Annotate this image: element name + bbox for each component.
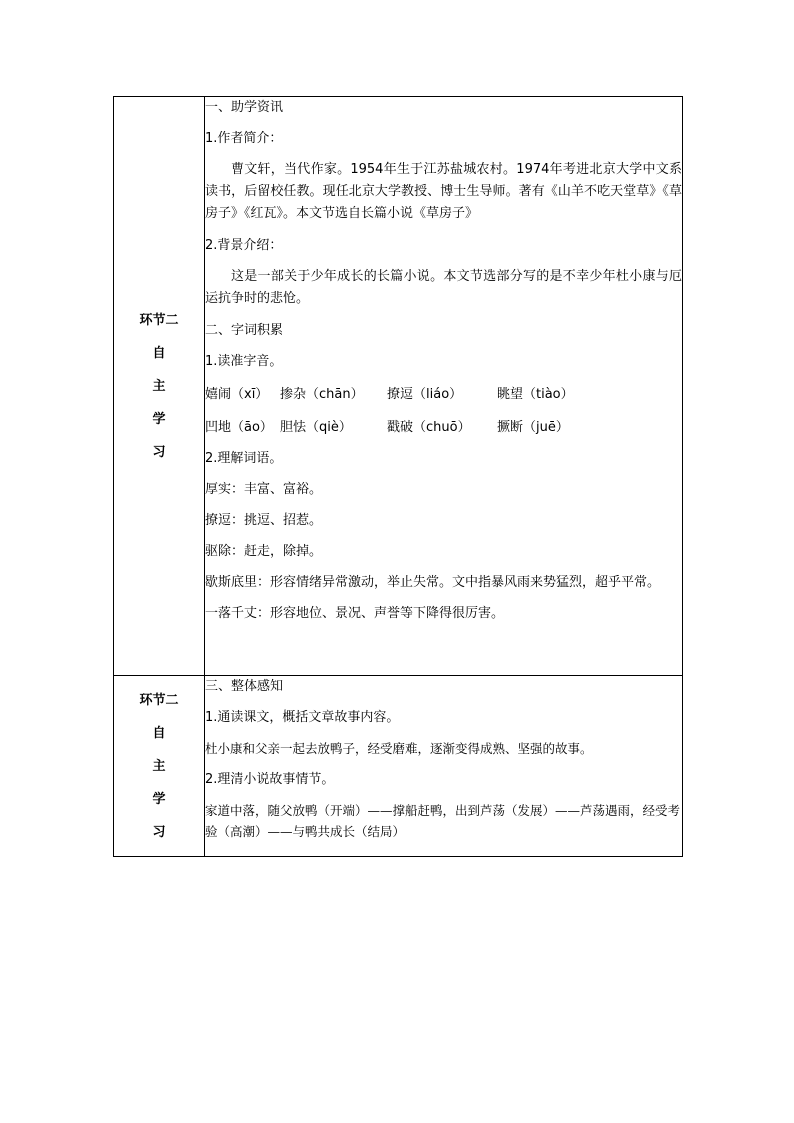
stage-char: 自 <box>152 345 166 361</box>
table-row <box>114 97 683 676</box>
row-content-cell <box>205 676 683 857</box>
stage-char: 学 <box>152 411 166 427</box>
question: 1.通读课文，概括文章故事内容。 <box>205 710 400 725</box>
vocab-item: 歇斯底里：形容情绪异常激动，举止失常。文中指暴风雨来势猛烈，超乎平常。 <box>205 575 661 590</box>
row-label-cell <box>114 676 205 857</box>
pronunciation-row <box>205 384 682 405</box>
stage-char: 习 <box>152 824 166 840</box>
stage-title: 环节二 <box>139 312 179 328</box>
stage-char: 学 <box>152 791 166 807</box>
pronunciation-item: 撅断（juē） <box>497 420 569 435</box>
stage-char: 自 <box>152 725 166 741</box>
author-title: 1.作者简介： <box>205 131 283 146</box>
background-text: 这是一部关于少年成长的长篇小说。本文节选部分写的是不幸少年杜小康与厄运抗争时的悲怆。 <box>205 269 682 306</box>
pronunciation-item: 撩逗（liáo） <box>387 387 463 402</box>
question: 2.理清小说故事情节。 <box>205 772 335 787</box>
vocab-item: 厚实：丰富、富裕。 <box>205 482 323 497</box>
answer: 家道中落，随父放鸭（开端）——撑船赶鸭，出到芦荡（发展）——芦荡遇雨，经受考验（高潮）——与鸭共成长（结局） <box>205 803 681 839</box>
pronunciation-item: 胆怯（qiè） <box>280 420 352 435</box>
row-content-cell <box>205 97 683 676</box>
pronunciation-row <box>205 417 682 438</box>
vocab-title: 2.理解词语。 <box>205 451 283 466</box>
pronunciation-title: 1.读准字音。 <box>205 354 283 369</box>
pronunciation-item: 凹地（āo） <box>205 420 273 435</box>
stage-char: 习 <box>152 444 166 460</box>
answer: 杜小康和父亲一起去放鸭子，经受磨难，逐渐变得成熟、坚强的故事。 <box>205 741 593 756</box>
stage-title: 环节二 <box>139 692 179 708</box>
row-label <box>114 684 204 849</box>
pronunciation-item: 戳破（chuō） <box>387 420 471 435</box>
pronunciation-item: 嬉闹（xī） <box>205 387 269 402</box>
stage-char: 主 <box>152 378 166 394</box>
row-label-cell <box>114 97 205 676</box>
author-text: 曹文轩，当代作家。1954年生于江苏盐城农村。1974年考进北京大学中文系读书，后留校任教。现任北京大学教授、博士生导师。著有《山羊不吃天堂草》《草房子》《红瓦》。本文节选自长篇小说《草房子》 <box>205 162 682 221</box>
section-heading: 三、整体感知 <box>205 679 284 694</box>
section-heading: 一、助学资讯 <box>205 100 284 115</box>
vocab-item: 一落千丈：形容地位、景况、声誉等下降得很厉害。 <box>205 606 505 621</box>
stage-char: 主 <box>152 758 166 774</box>
background-title: 2.背景介绍： <box>205 238 283 253</box>
vocab-item: 驱除：赶走，除掉。 <box>205 544 323 559</box>
pronunciation-item: 掺杂（chān） <box>280 387 364 402</box>
row-label <box>114 304 204 469</box>
lesson-table <box>113 96 683 857</box>
pronunciation-item: 眺望（tiào） <box>497 387 574 402</box>
table-row <box>114 676 683 857</box>
section-heading: 二、字词积累 <box>205 323 284 338</box>
vocab-item: 撩逗：挑逗、招惹。 <box>205 513 323 528</box>
